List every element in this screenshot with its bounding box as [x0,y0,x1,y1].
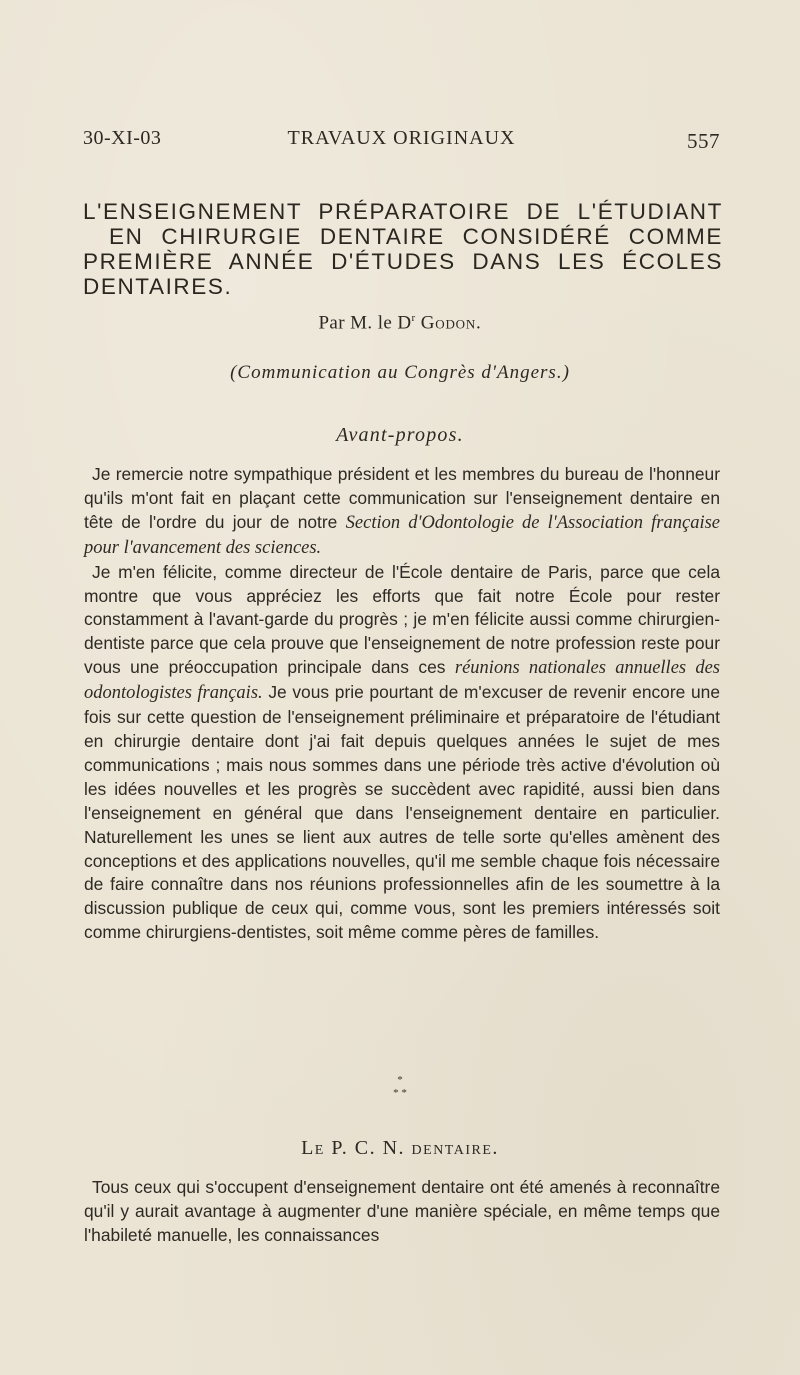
title-line: L'ENSEIGNEMENT PRÉPARATOIRE DE L'ÉTUDIANT [83,199,723,224]
author-line [0,312,800,334]
body-text-continued [84,1176,720,1248]
subheading: Le P. C. N. dentaire. [301,1137,499,1159]
title-line: EN CHIRURGIE DENTAIRE CONSIDÉRÉ COMME [109,224,723,249]
paragraph-text: Je remercie notre sympathique président et les membres du bureau de l'honneur qu'ils m'ont fait en plaçant cette communication sur l'enseignement dentaire en tête de l'ordre du jour de notre [84,464,720,532]
title-line: PREMIÈRE ANNÉE D'ÉTUDES DANS LES ÉCOLES [83,249,723,274]
title-line: DENTAIRES. [83,274,233,299]
running-head [83,127,720,155]
article-title [83,199,723,299]
section-label: TRAVAUX ORIGINAUX [287,127,516,149]
paragraph-italic: réunions nationales annuelles des odontologistes français. [84,658,720,704]
paragraph [84,561,720,946]
author-title-sup: r [411,312,416,324]
paragraph-text: Tous ceux qui s'occupent d'enseignement dentaire ont été amenés à reconnaître qu'il y aurait avantage à augmenter d'une manière spéciale, en même temps que l'habileté manuelle, les connaissances [84,1177,720,1245]
paragraph [84,463,720,561]
issue-date: 30-XI-03 [83,127,162,149]
section-heading: Avant-propos. [336,424,464,446]
paragraph-text: Je m'en félicite, comme directeur de l'École dentaire de Paris, parce que cela montre que vous appréciez les efforts que fait notre École pour rester constamment à l'avant-garde du progrès ; je m'en félicite aussi comme chirurgien-dentiste parce que cela prouve que l'enseignement de notre profession reste pour vous une préoccupation principale dans ces [84,561,720,678]
paragraph-italic: Section d'Odontologie de l'Association française pour l'avancement des sciences. [84,512,720,558]
paragraph-text: Je vous prie pourtant de m'excuser de revenir encore une fois sur cette question de l'enseignement préliminaire et préparatoire de l'étudiant en chirurgie dentaire dont j'ai fait depuis quelques années le sujet de mes communications ; mais nous sommes dans une période très active d'évolution où les idées nouvelles et les progrès se succèdent avec rapidité, aussi bien dans l'enseignement en général que dans l'enseignement dentaire en particulier. Naturellement les unes se lient aux autres de telle sorte qu'elles amènent des conceptions et des applications nouvelles, qu'il me semble chaque fois nécessaire de faire connaître dans nos réunions professionnelles afin de les soumettre à la discussion publique de ceux qui, comme vous, sont les premiers intéressés soit comme chirurgiens-dentistes, soit même comme pères de familles. [84,682,721,943]
asterism-top: * [397,1074,403,1086]
body-text-main [84,463,720,945]
asterism-bottom: * * [393,1087,407,1099]
paragraph [84,1176,720,1248]
page-number: 557 [687,129,720,153]
author-name: Godon. [420,312,482,334]
author-prefix: Par M. le D [318,312,412,334]
asterism [0,1074,800,1100]
communication-note: (Communication au Congrès d'Angers.) [230,362,570,383]
